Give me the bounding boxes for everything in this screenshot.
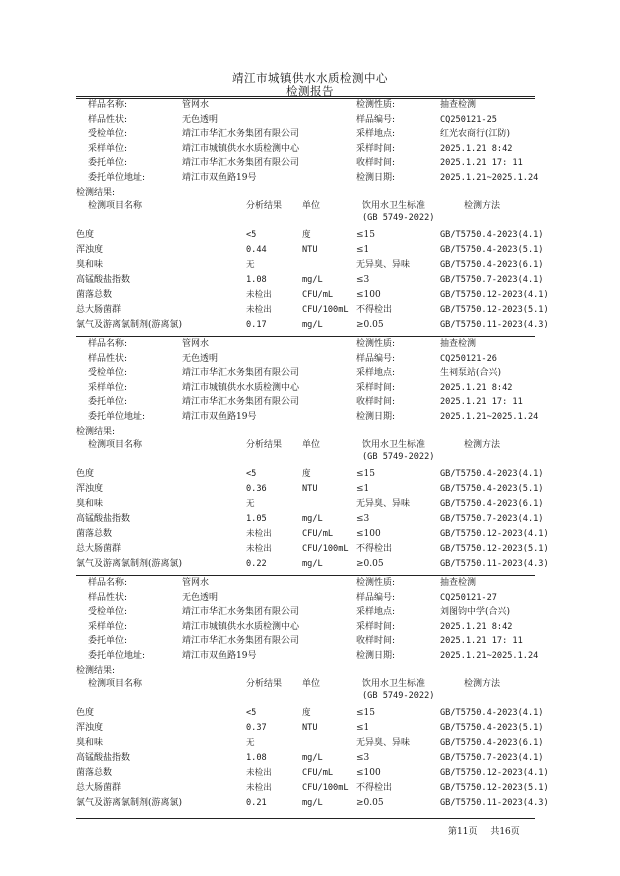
label-client-address: 委托单位地址: (88, 173, 146, 183)
result-method: GB/T5750.4-2023(6.1) (440, 498, 544, 509)
result-value: 未检出 (246, 767, 272, 778)
result-value: 0.22 (246, 558, 267, 569)
value-sampling-site: 生祠泵站(合兴) (440, 368, 502, 379)
result-unit: mg/L (302, 558, 323, 569)
result-method: GB/T5750.11-2023(4.3) (440, 797, 549, 808)
result-method: GB/T5750.4-2023(4.1) (440, 468, 544, 479)
label-receive-time: 收样时间: (356, 397, 396, 408)
label-test-nature: 检测性质: (356, 578, 396, 588)
label-sampling-time: 采样时间: (356, 621, 396, 632)
value-test-nature: 抽查检测 (440, 100, 477, 110)
label-sampling-unit: 采样单位: (88, 143, 128, 154)
label-sampling-time: 采样时间: (356, 382, 396, 393)
value-client-unit: 靖江市华汇水务集团有限公司 (182, 636, 300, 647)
value-sample-name: 管网水 (182, 100, 210, 110)
report-organization: 靖江市城镇供水水质检测中心 (232, 71, 388, 85)
label-client-address: 委托单位地址: (88, 412, 146, 422)
result-standard: ≤1 (356, 722, 370, 733)
result-method: GB/T5750.4-2023(4.1) (440, 229, 544, 240)
value-client-unit: 靖江市华汇水务集团有限公司 (182, 158, 300, 169)
column-result-header: 分析结果 (246, 200, 283, 211)
label-sampling-unit: 采样单位: (88, 382, 128, 393)
result-standard: ≤1 (356, 483, 370, 494)
column-unit-header: 单位 (302, 200, 321, 211)
value-sample-character: 无色透明 (182, 592, 219, 603)
result-method: GB/T5750.4-2023(6.1) (440, 737, 544, 748)
result-unit: mg/L (302, 513, 323, 524)
result-item: 菌落总数 (76, 767, 113, 778)
result-item: 浑浊度 (76, 244, 104, 255)
value-receive-time: 2025.1.21 17: 11 (440, 397, 523, 408)
label-test-nature: 检测性质: (356, 100, 396, 110)
value-client-unit: 靖江市华汇水务集团有限公司 (182, 397, 300, 408)
result-method: GB/T5750.11-2023(4.3) (440, 319, 549, 330)
results-heading: 检测结果: (76, 187, 116, 198)
column-item-header: 检测项目名称 (88, 439, 143, 450)
label-sampling-unit: 采样单位: (88, 621, 128, 632)
result-method: GB/T5750.12-2023(5.1) (440, 782, 549, 793)
column-standard-code: (GB 5749-2022) (362, 212, 435, 223)
result-value: 0.37 (246, 722, 267, 733)
result-item: 臭和味 (76, 498, 104, 509)
label-entrusted-unit: 受检单位: (88, 129, 128, 140)
result-item: 氯气及游离氯制剂(游离氯) (76, 797, 183, 808)
result-standard: 不得检出 (356, 782, 393, 793)
result-item: 氯气及游离氯制剂(游离氯) (76, 319, 183, 330)
value-receive-time: 2025.1.21 17: 11 (440, 636, 523, 647)
label-sample-no: 样品编号: (356, 114, 396, 125)
value-client-address: 靖江市双鱼路19号 (182, 412, 257, 422)
result-item: 高锰酸盐指数 (76, 513, 131, 524)
value-sampling-site: 红光农商行(江防) (440, 129, 511, 140)
result-method: GB/T5750.12-2023(5.1) (440, 304, 549, 315)
label-sample-no: 样品编号: (356, 353, 396, 364)
value-sampling-time: 2025.1.21 8:42 (440, 382, 513, 393)
result-value: 1.08 (246, 752, 267, 763)
result-value: 未检出 (246, 528, 272, 539)
result-method: GB/T5750.12-2023(4.1) (440, 528, 549, 539)
result-unit: mg/L (302, 319, 323, 330)
result-unit: 度 (302, 229, 311, 240)
result-item: 浑浊度 (76, 722, 104, 733)
result-method: GB/T5750.12-2023(5.1) (440, 543, 549, 554)
value-sample-name: 管网水 (182, 339, 210, 349)
page-footer (448, 824, 530, 837)
result-method: GB/T5750.12-2023(4.1) (440, 767, 549, 778)
label-entrusted-unit: 受检单位: (88, 368, 128, 379)
result-item: 高锰酸盐指数 (76, 752, 131, 763)
results-heading: 检测结果: (76, 665, 116, 676)
result-standard: ≤3 (356, 752, 370, 763)
label-client-unit: 委托单位: (88, 636, 128, 647)
value-sample-no: CQ250121-27 (440, 592, 497, 603)
result-method: GB/T5750.4-2023(5.1) (440, 483, 544, 494)
column-method-header: 检测方法 (464, 678, 501, 689)
column-method-header: 检测方法 (464, 200, 501, 211)
result-method: GB/T5750.11-2023(4.3) (440, 558, 549, 569)
result-standard: ≤100 (356, 528, 381, 539)
result-item: 菌落总数 (76, 528, 113, 539)
label-sampling-time: 采样时间: (356, 143, 396, 154)
value-sampling-unit: 靖江市城镇供水水质检测中心 (182, 382, 300, 393)
value-test-date: 2025.1.21~2025.1.24 (440, 651, 539, 661)
label-receive-time: 收样时间: (356, 636, 396, 647)
results-heading: 检测结果: (76, 426, 116, 437)
result-method: GB/T5750.4-2023(5.1) (440, 722, 544, 733)
result-item: 氯气及游离氯制剂(游离氯) (76, 558, 183, 569)
label-sample-character: 样品性状: (88, 114, 128, 125)
result-unit: NTU (302, 722, 318, 733)
result-item: 菌落总数 (76, 289, 113, 300)
label-sample-character: 样品性状: (88, 592, 128, 603)
value-test-nature: 抽查检测 (440, 339, 477, 349)
result-unit: 度 (302, 707, 311, 718)
result-item: 色度 (76, 229, 95, 240)
result-standard: ≥0.05 (356, 797, 384, 808)
result-unit: mg/L (302, 274, 323, 285)
value-sample-name: 管网水 (182, 578, 210, 588)
result-standard: 不得检出 (356, 304, 393, 315)
result-unit: CFU/mL (302, 289, 334, 300)
result-unit: CFU/100mL (302, 543, 349, 554)
result-value: 无 (246, 498, 255, 509)
result-unit: mg/L (302, 752, 323, 763)
result-standard: ≥0.05 (356, 558, 384, 569)
column-unit-header: 单位 (302, 439, 321, 450)
result-value: 1.08 (246, 274, 267, 285)
result-standard: ≥0.05 (356, 319, 384, 330)
label-test-date: 检测日期: (356, 651, 396, 661)
label-test-date: 检测日期: (356, 173, 396, 183)
column-method-header: 检测方法 (464, 439, 501, 450)
result-item: 色度 (76, 468, 95, 479)
result-standard: 无异臭、异味 (356, 498, 411, 509)
value-sample-no: CQ250121-25 (440, 114, 497, 125)
result-method: GB/T5750.7-2023(4.1) (440, 513, 544, 524)
result-value: <5 (246, 468, 257, 479)
result-method: GB/T5750.4-2023(6.1) (440, 259, 544, 270)
result-method: GB/T5750.7-2023(4.1) (440, 274, 544, 285)
result-value: 未检出 (246, 543, 272, 554)
result-method: GB/T5750.4-2023(4.1) (440, 707, 544, 718)
value-sampling-time: 2025.1.21 8:42 (440, 143, 513, 154)
result-item: 浑浊度 (76, 483, 104, 494)
label-sampling-site: 采样地点: (356, 129, 396, 140)
label-sample-name: 样品名称: (88, 578, 128, 588)
page-number: 第11页 (448, 827, 478, 837)
label-test-nature: 检测性质: (356, 339, 396, 349)
result-unit: CFU/100mL (302, 304, 349, 315)
result-item: 总大肠菌群 (76, 782, 122, 793)
result-unit: CFU/mL (302, 528, 334, 539)
result-item: 总大肠菌群 (76, 543, 122, 554)
value-receive-time: 2025.1.21 17: 11 (440, 158, 523, 169)
result-value: 0.17 (246, 319, 267, 330)
result-unit: CFU/100mL (302, 782, 349, 793)
label-client-unit: 委托单位: (88, 397, 128, 408)
section-divider (76, 336, 535, 337)
result-method: GB/T5750.4-2023(5.1) (440, 244, 544, 255)
label-client-address: 委托单位地址: (88, 651, 146, 661)
label-sample-name: 样品名称: (88, 339, 128, 349)
result-item: 臭和味 (76, 737, 104, 748)
label-sampling-site: 采样地点: (356, 368, 396, 379)
result-standard: 不得检出 (356, 543, 393, 554)
result-standard: ≤3 (356, 274, 370, 285)
result-standard: ≤100 (356, 767, 381, 778)
result-unit: mg/L (302, 797, 323, 808)
value-sampling-unit: 靖江市城镇供水水质检测中心 (182, 621, 300, 632)
result-value: 1.05 (246, 513, 267, 524)
value-entrusted-unit: 靖江市华汇水务集团有限公司 (182, 607, 300, 618)
result-method: GB/T5750.7-2023(4.1) (440, 752, 544, 763)
result-unit: CFU/mL (302, 767, 334, 778)
result-item: 总大肠菌群 (76, 304, 122, 315)
column-result-header: 分析结果 (246, 678, 283, 689)
value-test-date: 2025.1.21~2025.1.24 (440, 173, 539, 183)
label-client-unit: 委托单位: (88, 158, 128, 169)
report-title: 检测报告 (286, 84, 334, 98)
result-value: <5 (246, 229, 257, 240)
column-standard-header: 饮用水卫生标准 (362, 439, 426, 450)
value-client-address: 靖江市双鱼路19号 (182, 173, 257, 183)
result-standard: ≤15 (356, 229, 375, 240)
result-method: GB/T5750.12-2023(4.1) (440, 289, 549, 300)
label-sample-name: 样品名称: (88, 100, 128, 110)
value-sample-character: 无色透明 (182, 114, 219, 125)
column-item-header: 检测项目名称 (88, 200, 143, 211)
label-sample-no: 样品编号: (356, 592, 396, 603)
value-sampling-site: 刘图钧中学(合兴) (440, 607, 511, 618)
result-value: 0.44 (246, 244, 267, 255)
bottom-divider (76, 818, 535, 819)
result-standard: ≤100 (356, 289, 381, 300)
result-standard: ≤1 (356, 244, 370, 255)
label-sampling-site: 采样地点: (356, 607, 396, 618)
result-value: 未检出 (246, 304, 272, 315)
result-item: 高锰酸盐指数 (76, 274, 131, 285)
result-value: 0.36 (246, 483, 267, 494)
result-value: 0.21 (246, 797, 267, 808)
value-entrusted-unit: 靖江市华汇水务集团有限公司 (182, 368, 300, 379)
label-sample-character: 样品性状: (88, 353, 128, 364)
result-value: 无 (246, 737, 255, 748)
label-receive-time: 收样时间: (356, 158, 396, 169)
column-standard-code: (GB 5749-2022) (362, 690, 435, 701)
result-unit: NTU (302, 483, 318, 494)
result-standard: 无异臭、异味 (356, 259, 411, 270)
value-sample-no: CQ250121-26 (440, 353, 497, 364)
label-entrusted-unit: 受检单位: (88, 607, 128, 618)
column-standard-header: 饮用水卫生标准 (362, 200, 426, 211)
result-value: 未检出 (246, 289, 272, 300)
value-test-date: 2025.1.21~2025.1.24 (440, 412, 539, 422)
column-item-header: 检测项目名称 (88, 678, 143, 689)
value-client-address: 靖江市双鱼路19号 (182, 651, 257, 661)
section-divider (76, 575, 535, 576)
value-entrusted-unit: 靖江市华汇水务集团有限公司 (182, 129, 300, 140)
result-standard: 无异臭、异味 (356, 737, 411, 748)
column-result-header: 分析结果 (246, 439, 283, 450)
result-item: 色度 (76, 707, 95, 718)
result-value: 未检出 (246, 782, 272, 793)
column-standard-code: (GB 5749-2022) (362, 451, 435, 462)
value-test-nature: 抽查检测 (440, 578, 477, 588)
value-sampling-time: 2025.1.21 8:42 (440, 621, 513, 632)
result-standard: ≤3 (356, 513, 370, 524)
column-unit-header: 单位 (302, 678, 321, 689)
result-unit: NTU (302, 244, 318, 255)
value-sample-character: 无色透明 (182, 353, 219, 364)
result-standard: ≤15 (356, 468, 375, 479)
result-value: 无 (246, 259, 255, 270)
label-test-date: 检测日期: (356, 412, 396, 422)
result-standard: ≤15 (356, 707, 375, 718)
result-value: <5 (246, 707, 257, 718)
value-sampling-unit: 靖江市城镇供水水质检测中心 (182, 143, 300, 154)
page-total: 共16页 (490, 827, 520, 837)
result-item: 臭和味 (76, 259, 104, 270)
column-standard-header: 饮用水卫生标准 (362, 678, 426, 689)
result-unit: 度 (302, 468, 311, 479)
